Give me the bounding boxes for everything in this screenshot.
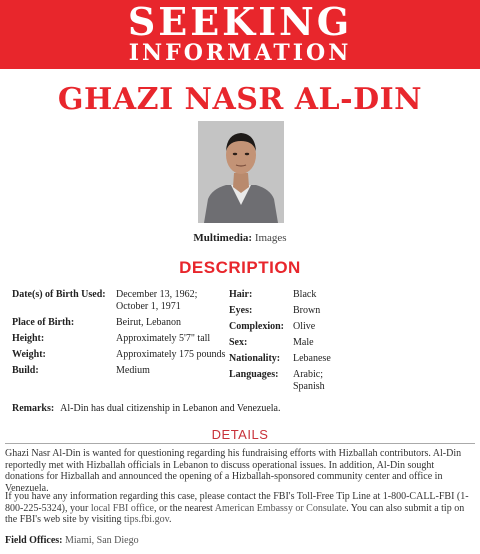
tip-paragraph [5,491,473,526]
fact-label-hair: Hair: [229,289,253,300]
fact-value-languages-line1: Arabic; [293,369,323,380]
fact-row-height [12,329,225,345]
subject-name: GHAZI NASR AL-DIN [57,82,423,117]
fact-value-sex: Male [293,337,314,348]
fact-label-languages: Languages: [229,369,279,380]
fact-row-build [12,361,225,377]
tip-text-1: If you have any information regarding this case, please contact the FBI's Toll-Free Tip Line at 1-800-CALL-FBI (1-800-225-5324), your [5,491,469,514]
fact-label-sex: Sex: [229,337,248,348]
fact-label-nationality: Nationality: [229,353,281,364]
fact-row-hair [229,289,331,301]
remarks-text: Al-Din has dual citizenship in Lebanon and Venezuela. [60,403,281,414]
fact-label-dob: Date(s) of Birth Used: [12,289,106,300]
field-offices-line [5,535,139,546]
fact-value-birthplace: Beirut, Lebanon [116,317,181,328]
fact-row-nationality [229,349,331,365]
fact-row-eyes [229,301,331,317]
fact-row-weight [12,345,225,361]
multimedia-images-link[interactable]: Images [254,232,287,244]
fact-row-sex [229,333,331,349]
fact-label-build: Build: [12,365,39,376]
remarks-line [12,403,280,414]
fact-value-weight: Approximately 175 pounds [116,349,226,360]
details-paragraph: Ghazi Nasr Al-Din is wanted for questioning regarding his fundraising efforts with Hizballah contributors. Al-Din reportedly met with Hizballah officials in Lebanon to discuss operational issues. In addition, Al-Din sought donations for Hizballah and announced the opening of a Hizballah-sponsored community center and office in Venezuela. [5,448,462,494]
fact-label-height: Height: [12,333,45,344]
fact-row-languages [229,365,331,393]
banner-line-seeking: SEEKING [127,0,353,44]
seeking-information-banner [0,0,480,69]
subject-photo[interactable] [198,121,284,223]
fact-label-weight: Weight: [12,349,46,360]
multimedia-label: Multimedia: [193,232,253,244]
fact-value-languages-line2: Spanish [293,381,325,392]
fact-value-nationality: Lebanese [293,353,331,364]
fact-value-height: Approximately 5'7" tall [116,333,211,344]
fact-value-complexion: Olive [293,321,316,332]
fact-row-complexion [229,317,331,333]
right-facts-table [229,289,331,393]
fact-row-birthplace [12,313,225,329]
fact-row-dob [12,289,225,313]
local-fbi-office-link[interactable]: local FBI office [90,502,154,514]
left-facts-table [12,289,225,377]
fact-value-hair: Black [293,289,317,300]
multimedia-line [0,232,480,244]
fact-label-birthplace: Place of Birth: [12,317,75,328]
fact-label-eyes: Eyes: [229,305,253,316]
fact-value-build: Medium [116,365,150,376]
fact-value-eyes: Brown [293,305,321,316]
field-offices-value[interactable]: Miami, San Diego [64,535,139,546]
embassy-consulate-link[interactable]: American Embassy or Consulate [214,502,347,514]
fact-value-dob [116,289,225,313]
fact-value-dob-line2: October 1, 1971 [116,301,181,312]
tip-text-4: . [168,514,172,525]
fact-label-complexion: Complexion: [229,321,284,332]
fact-value-dob-line1: December 13, 1962; [116,289,198,300]
tip-text-2: , or the nearest [153,502,215,514]
details-divider [5,443,475,444]
description-heading: DESCRIPTION [179,258,301,277]
remarks-label: Remarks: [12,403,55,414]
banner-line-information: INFORMATION [128,40,352,66]
portrait-image [198,121,284,223]
field-offices-label: Field Offices: [5,535,63,546]
tips-fbi-gov-link[interactable]: tips.fbi.gov [124,514,169,525]
tip-text-3: . You can also submit a tip on the FBI's web site by visiting [5,502,465,525]
fact-value-languages [293,365,331,393]
details-heading: DETAILS [211,427,269,442]
